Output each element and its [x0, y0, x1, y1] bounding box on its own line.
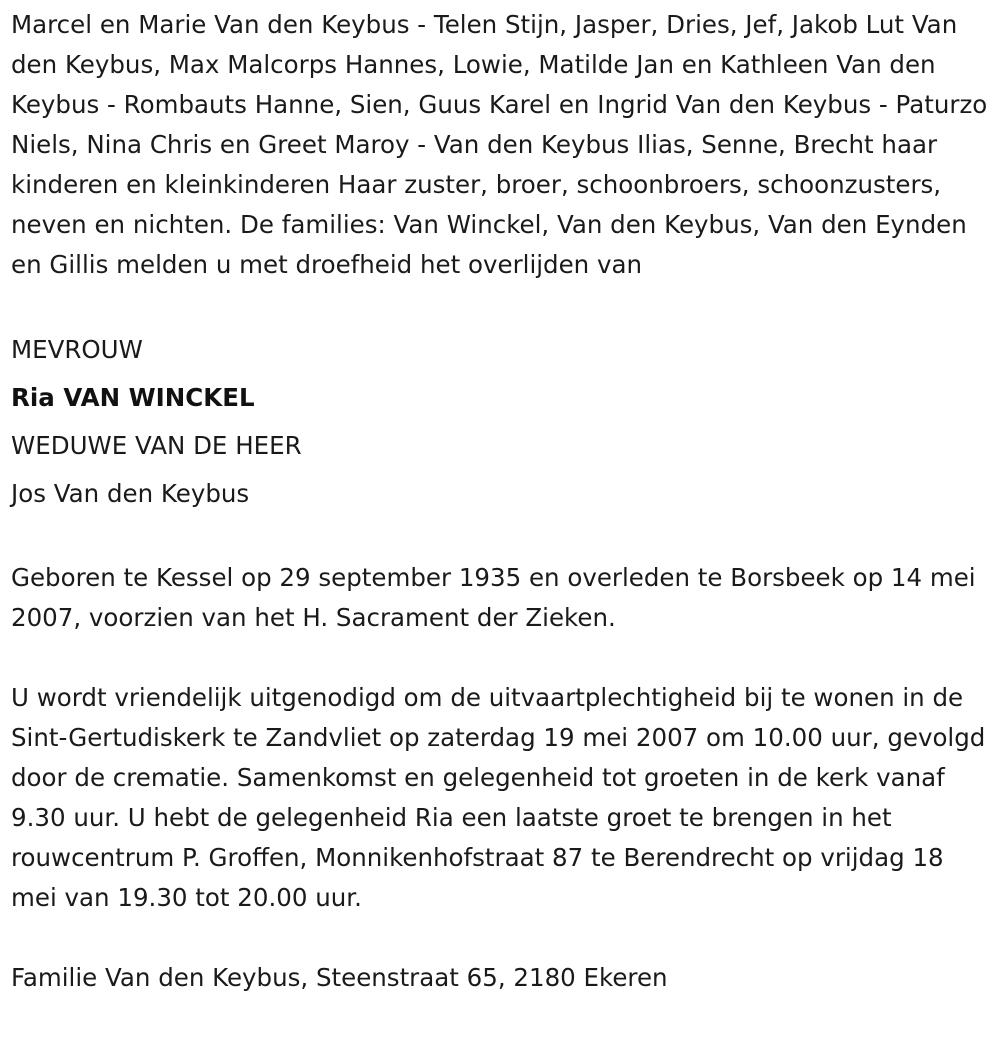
deceased-relation: WEDUWE VAN DE HEER — [11, 431, 302, 460]
birth-death-paragraph: Geboren te Kessel op 29 september 1935 en overleden te Borsbeek op 14 mei 2007, voorzien van het H. Sacrament der Zieken. — [11, 563, 976, 632]
spacer — [11, 518, 991, 558]
spacer — [11, 918, 991, 958]
deceased-block — [11, 326, 991, 518]
deceased-name: Ria VAN WINCKEL — [11, 383, 255, 412]
intro-paragraph: Marcel en Marie Van den Keybus - Telen Stijn, Jasper, Dries, Jef, Jakob Lut Van den Keybus, Max Malcorps Hannes, Lowie, Matilde Jan en Kathleen Van den Keybus - Rombauts Hanne, Sien, Guus Karel en Ingrid Van den Keybus - Paturzo Niels, Nina Chris en Greet Maroy - Van den Keybus Ilias, Senne, Brecht haar kinderen en kleinkinderen Haar zuster, broer, schoonbroers, schoonzusters, neven en nichten. De families: Van Winckel, Van den Keybus, Van den Eynden en Gillis melden u met droefheid het overlijden van — [11, 10, 988, 279]
spacer — [11, 285, 991, 325]
deceased-spouse: Jos Van den Keybus — [11, 479, 250, 508]
deceased-title: MEVROUW — [11, 335, 143, 364]
family-address: Familie Van den Keybus, Steenstraat 65, 2180 Ekeren — [11, 963, 668, 992]
obituary-notice — [11, 5, 991, 998]
funeral-paragraph: U wordt vriendelijk uitgenodigd om de uitvaartplechtigheid bij te wonen in de Sint-Gertudiskerk te Zandvliet op zaterdag 19 mei 2007 om 10.00 uur, gevolgd door de crematie. Samenkomst en gelegenheid tot groeten in de kerk vanaf 9.30 uur. U hebt de gelegenheid Ria een laatste groet te brengen in het rouwcentrum P. Groffen, Monnikenhofstraat 87 te Berendrecht op vrijdag 18 mei van 19.30 tot 20.00 uur. — [11, 683, 986, 912]
spacer — [11, 638, 991, 678]
